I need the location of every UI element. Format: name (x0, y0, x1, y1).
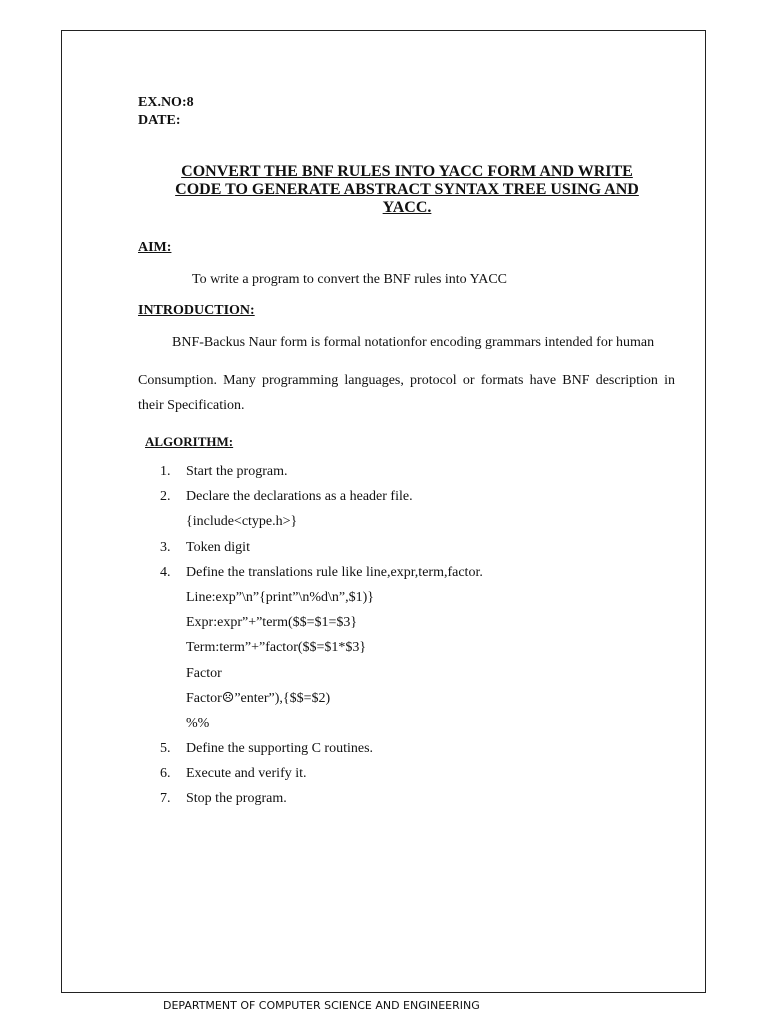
exercise-header (138, 94, 194, 130)
list-item: Factor☹”enter”),{$$=$2) (186, 690, 331, 706)
list-item: Expr:expr”+”term($$=$1=$3} (186, 615, 358, 631)
introduction-heading: INTRODUCTION: (138, 303, 255, 318)
introduction-line-2: Consumption. Many programming languages, protocol or formats have BNF description in their Specification. (138, 373, 675, 413)
title-line-2: CODE TO GENERATE ABSTRACT SYNTAX TREE USING AND (175, 181, 639, 198)
exercise-number: EX.NO:8 (138, 95, 194, 110)
list-item: 1. Start the program. (160, 464, 288, 479)
list-item: 4. Define the translations rule like line,expr,term,factor. (160, 564, 483, 580)
list-item: Term:term”+”factor($$=$1*$3} (186, 640, 367, 656)
algorithm-heading: ALGORITHM: (145, 434, 234, 449)
page-title (138, 163, 676, 217)
algorithm-list (160, 461, 483, 814)
list-item: 2. Declare the declarations as a header file. (160, 489, 413, 505)
page-footer: DEPARTMENT OF COMPUTER SCIENCE AND ENGINEERING (163, 999, 480, 1012)
aim-text: To write a program to convert the BNF rules into YACC (192, 272, 508, 287)
aim-heading: AIM: (138, 240, 172, 255)
title-line-3: YACC. (382, 199, 432, 216)
exercise-date: DATE: (138, 113, 181, 128)
list-item: %% (186, 715, 210, 731)
list-item: {include<ctype.h>} (186, 514, 298, 530)
list-item: Factor (186, 665, 222, 681)
list-item: 3. Token digit (160, 539, 250, 555)
introduction-line-1: BNF-Backus Naur form is formal notationfor encoding grammars intended for human (172, 335, 655, 350)
list-item: 7. Stop the program. (160, 791, 287, 807)
list-item: 5. Define the supporting C routines. (160, 741, 374, 757)
list-item: Line:exp”\n”{print”\n%d\n”,$1)} (186, 589, 374, 605)
list-item: 6. Execute and verify it. (160, 766, 307, 782)
title-line-1: CONVERT THE BNF RULES INTO YACC FORM AND WRITE (181, 163, 633, 180)
